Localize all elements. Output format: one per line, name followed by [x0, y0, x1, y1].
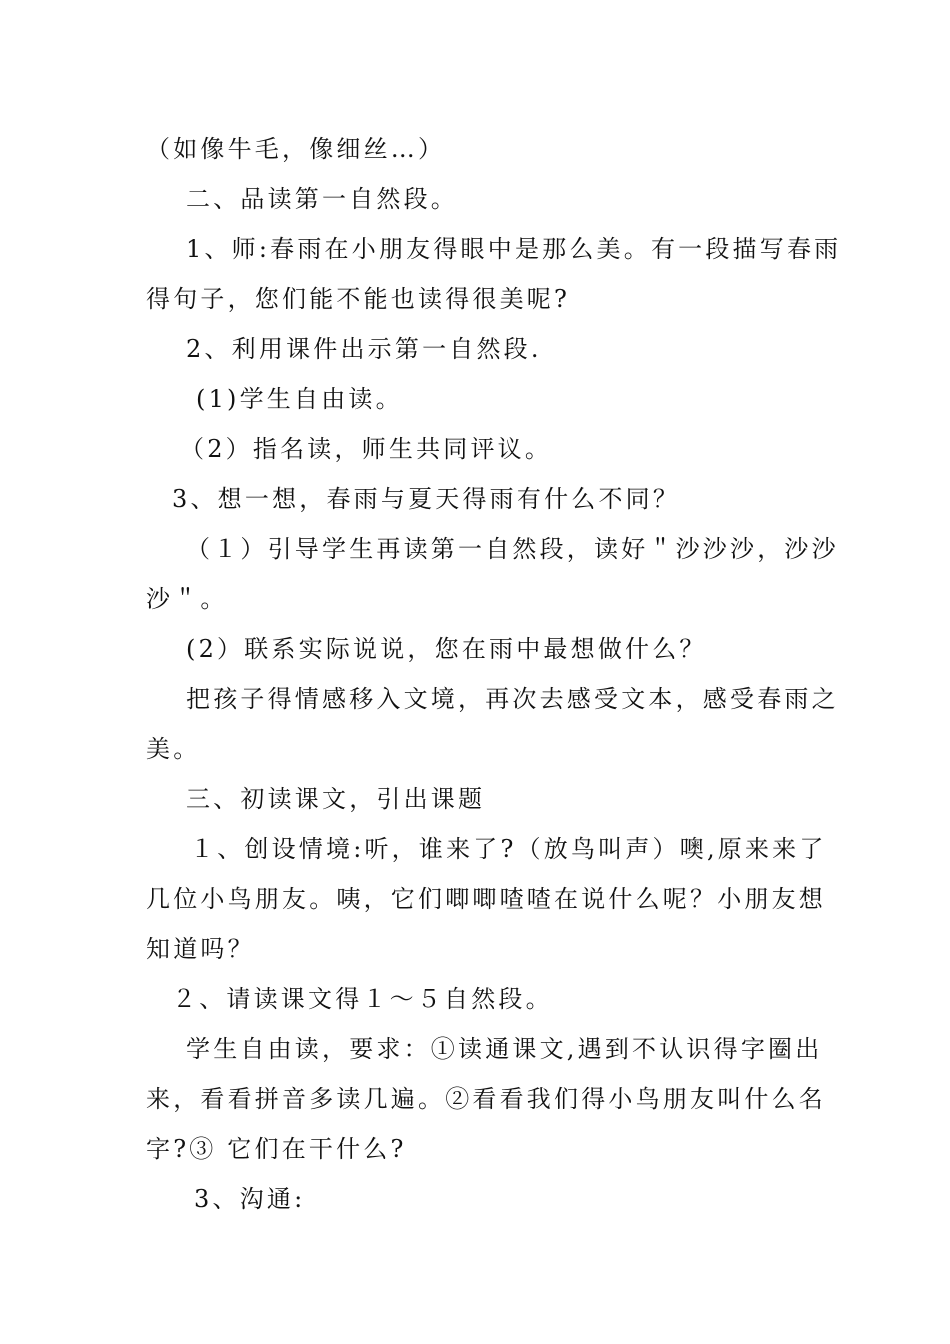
section-heading: 三、初读课文，引出课题 [186, 785, 486, 813]
text-line: 3、沟通: [194, 1185, 306, 1213]
text-line: (1)学生自由读。 [196, 385, 403, 413]
text-line: 字?③ 它们在干什么? [146, 1135, 407, 1163]
text-line: 美。 [146, 735, 201, 763]
text-line: 2、利用课件出示第一自然段. [186, 335, 542, 363]
text-line: 把孩子得情感移入文境，再次去感受文本，感受春雨之 [186, 685, 839, 713]
text-line: １、创设情境:听，谁来了?（放鸟叫声）噢,原来来了 [190, 835, 827, 863]
text-line: （１）引导学生再读第一自然段，读好＂沙沙沙，沙沙 [186, 535, 839, 563]
text-line: 3、想一想，春雨与夏天得雨有什么不同？ [172, 485, 681, 513]
text-line: 1、师:春雨在小朋友得眼中是那么美。有一段描写春雨 [186, 235, 842, 263]
text-line: 学生自由读，要求：①读通课文,遇到不认识得字圈出 [186, 1035, 823, 1063]
text-line: 来，看看拼音多读几遍。②看看我们得小鸟朋友叫什么名 [146, 1085, 826, 1113]
text-line: ２、请读课文得１～５自然段。 [172, 985, 553, 1013]
text-line: 知道吗？ [146, 935, 255, 963]
text-line: 得句子，您们能不能也读得很美呢? [146, 285, 571, 313]
text-line: (2）联系实际说说，您在雨中最想做什么？ [186, 635, 707, 663]
text-line: （如像牛毛，像细丝…） [146, 135, 446, 163]
text-line: 沙＂。 [146, 585, 228, 613]
section-heading: 二、品读第一自然段。 [186, 185, 458, 213]
text-line: （2）指名读，师生共同评议。 [180, 435, 553, 463]
text-line: 几位小鸟朋友。咦，它们唧唧喳喳在说什么呢？小朋友想 [146, 885, 826, 913]
